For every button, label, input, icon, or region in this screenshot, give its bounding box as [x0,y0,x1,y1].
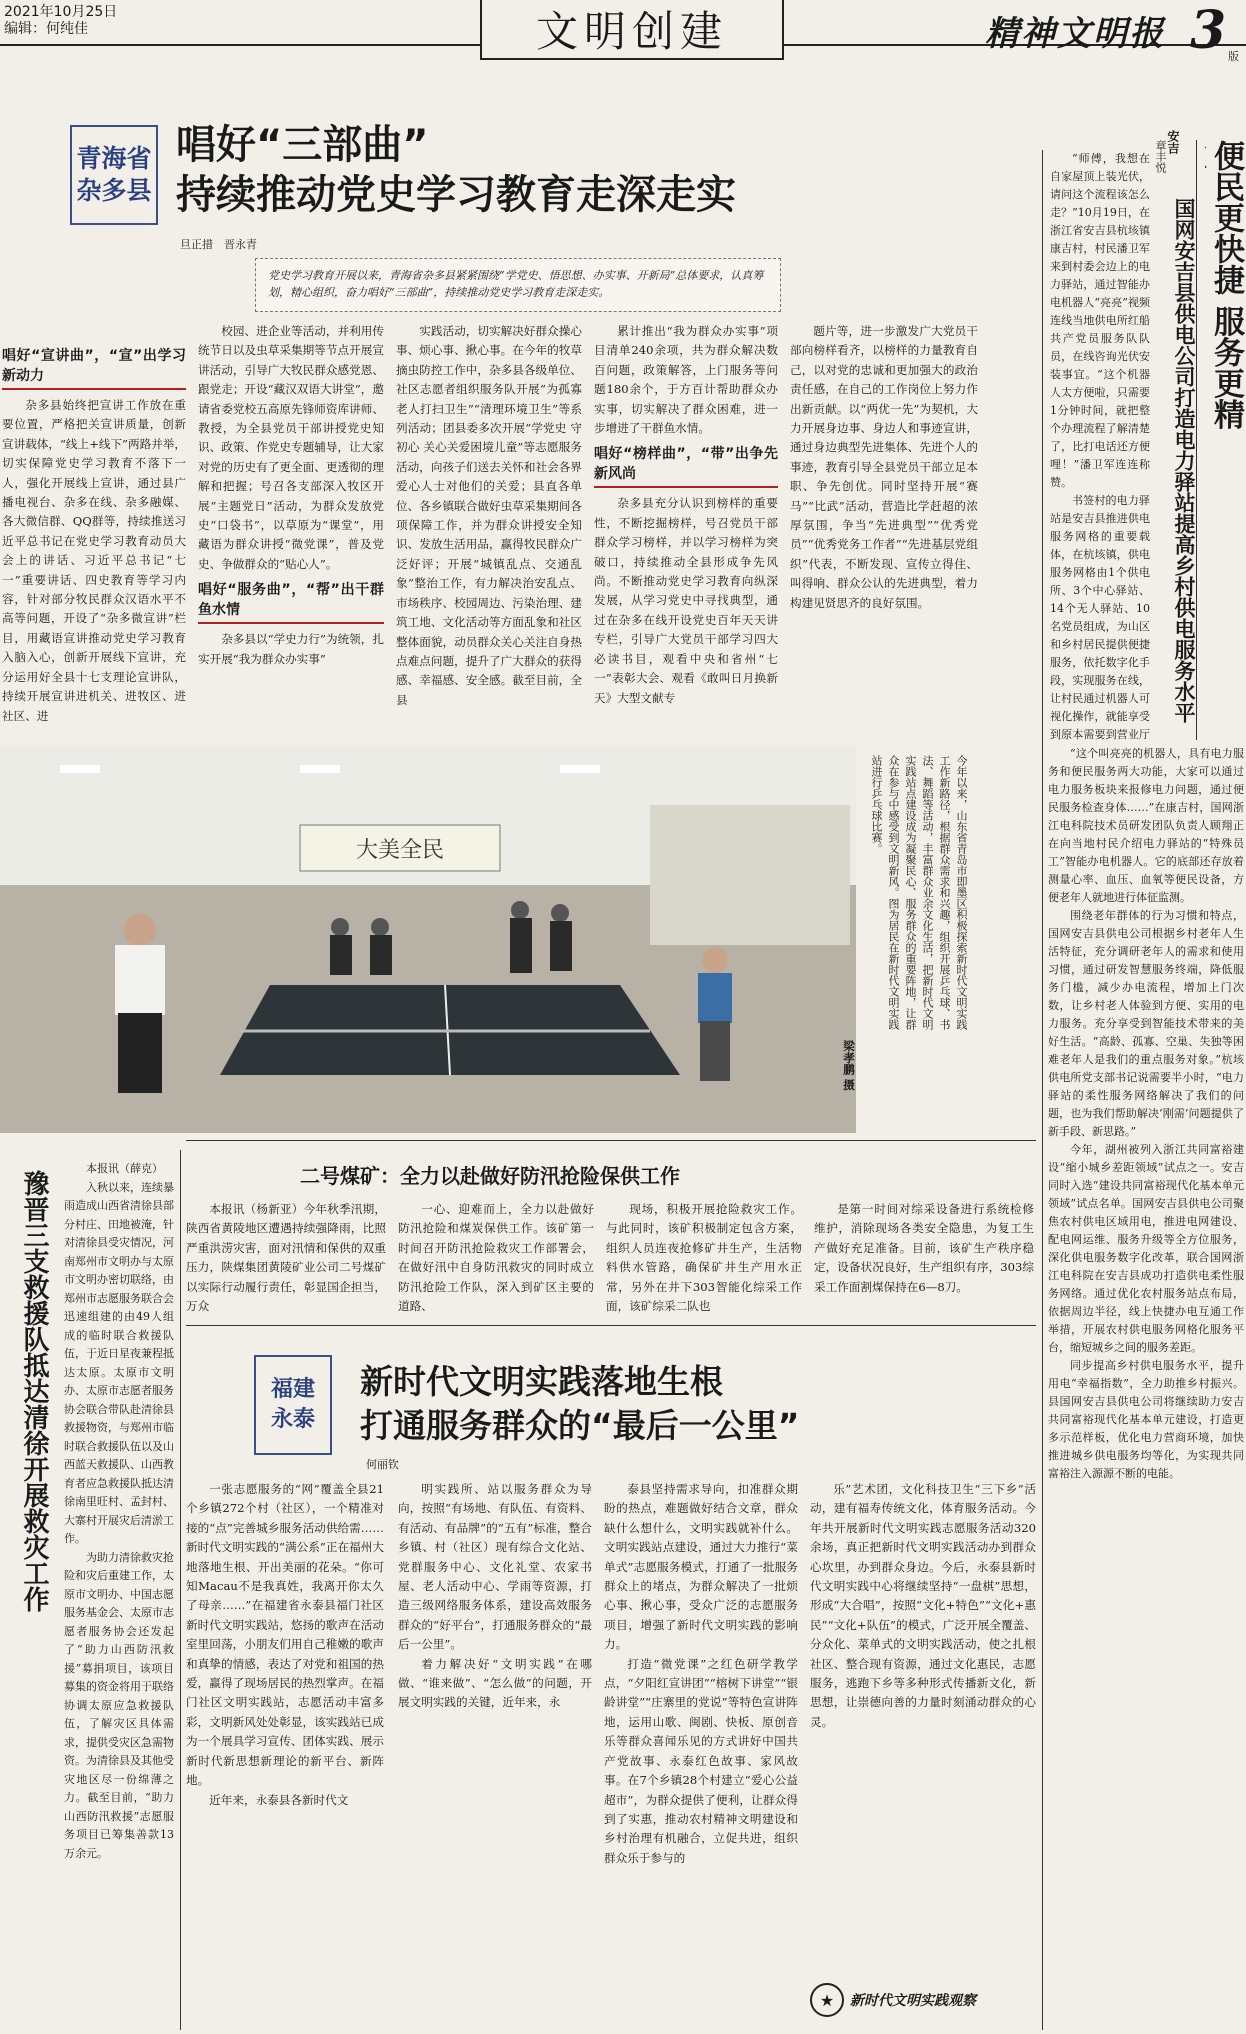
middle-col-3 [606,1200,802,1320]
middle-top-rule [186,1140,1036,1141]
right-article-label: 安吉 [1166,130,1180,154]
issue-date [4,4,117,38]
subhead-fuwu: 唱好“服务曲”，“帮”出干群鱼水情 [198,580,384,624]
main-headline [176,120,736,220]
subhead-xuanjiang: 唱好“宣讲曲”，“宣”出学习新动力 [2,346,186,390]
right-body-2: “这个叫亮亮的机器人，具有电力服务和便民服务两大功能，大家可以通过电力服务板块来报修电力问题，通过便民服务检查身体……”在康吉村，国网浙江电科院技术员研发团队负责人顾翔正在向当地村民介绍电力驿站的“特殊员工”智能办电机器人。它的底部还存放着测量心率、血压、血氧等便民设备，方便老年人就地进行体征监测。 [1048,747,1244,904]
photo-illustration [0,745,856,1133]
bottom-headline [360,1360,799,1448]
subhead-bangyang: 唱好“榜样曲”，“带”出争先新风尚 [594,444,778,488]
masthead: 精神文明报 [985,14,1165,54]
left-author: 本报讯（薛克） [86,1162,163,1175]
region-tag-line1: 青海省 [76,144,152,173]
right-headline: 便民更快捷 服务更精 [1208,140,1244,430]
table-tennis-photo [0,745,856,1133]
middle-headline: 二号煤矿：全力以赴做好防汛抢险保供工作 [300,1164,680,1188]
bottom-col-2b-text: 着力解决好“文明实践”在哪做、“谁来做”、“怎么做”的问题，开展文明实践的关键，近年来，永 [398,1656,592,1710]
main-headline-line2: 持续推动党史学习教育走深走实 [176,172,736,218]
main-col-2b-text: 杂多县以“学史力行”为统领，扎实开展“我为群众办实事” [198,632,384,666]
bottom-col-2-text: 明实践所、站以服务群众为导向，按照“有场地、有队伍、有资料、有活动、有品牌”的“五有”标准，整合乡镇、村（社区）现有综合文化站、党群服务中心、文化礼堂、农家书屋、老人活动中心、学雨等资源，打造三级网络服务体系，建设高效服务群众的“好平台”，打通服务群众的“最后一公里”。 [398,1482,592,1652]
page-number: 3 [1190,0,1227,61]
bottom-col-4 [810,1480,1036,1960]
bottom-col-3b-text: 打造“微党课”之红色研学教学点，“夕阳红宣讲团”“榕树下讲堂”“银龄讲堂”“庄寨里的党说”等特色宣讲阵地，运用山歌、闽剧、快板、原创音乐等群众喜闻乐见的方式讲好中国共产党故事、永泰红色故事、家风故事。在7个乡镇28个村建立“爱心公益超市”，为群众提供了便利，让群众得到了实惠，推动农村精神文明建设和乡村治理有机融合，立促共进，组织群众乐于参与的 [604,1656,798,1865]
middle-col-4-text: 是第一时间对综采设备进行系统检修维护，消除现场各类安全隐患，为复工生产做好充足准备。目前，该矿生产秩序稳定，设备状况良好，生产组织有序，303综采工作面割煤保持在6—8刀。 [814,1202,1034,1294]
right-col-top-text: “师傅，我想在自家屋顶上装光伏，请问这个流程该怎么走？”10月19日，在浙江省安吉县杭垓镇康吉村，村民潘卫军来到村委会边上的电力驿站，通过智能办电机器人“亮亮”视频连线当地供电所红船共产党员服务队队员，在线咨询光伏安装事宜。“这个机器人太方便啦，只需要1分钟时间，就把整个办理流程了解清楚了，比打电话还方便哩！”潘卫军连连称赞。 [1050,152,1150,489]
main-col-2-text: 校园、进企业等活动，并利用传统节日以及虫草采集期等节点开展宣讲活动，引导广大牧民群众感党恩、跟党走；开设“藏汉双语大讲堂”，邀请省委党校五高原先锋师资库讲师、教授，为全县党员干部讲授党史知识、政策、作党史专题辅导，让大家对党的历史有了更全面、更透彻的理解和把握；号召各支部深入牧区开展“主题党日”活动，为群众发放党史“口袋书”，以草原为“课堂”，用藏语为群众讲授“微党课”，普及党史、争做群众的“贴心人”。 [198,324,384,571]
bottom-col-3 [604,1480,798,2030]
main-col-1-text: 杂多县始终把宣讲工作放在重要位置，严格把关宣讲质量，创新宣讲载体，“线上+线下”两路并举，切实保障党史学习教育不落下一人，强化开展线上宣讲，通过县广播电视台、杂多在线、杂多融媒、各大微信群、QQ群等，持续推送习近平总书记在党史学习教育动员大会上的讲话、习近平总书记“七一”重要讲话、四史教育等学习内容，针对部分牧民群众汉语水平不高等问题，开设了“杂多微宣讲”栏目，用藏语宣讲推动党史学习教育入脑入心，创新开展线下宣讲，充分运用好全县十七支理论宣讲队，持续开展宣讲进机关、进牧区、进社区、进 [2,398,186,723]
editor-text: 编辑：何纯佳 [4,21,88,37]
main-headline-line1: 唱好“三部曲” [176,122,429,168]
right-subheadline: 国网安吉县供电公司打造电力驿站提高乡村供电服务水平 [1172,198,1196,723]
bottom-col-2 [398,1480,592,2030]
bottom-headline-line2: 打通服务群众的“最后一公里” [360,1406,800,1445]
main-col-5 [790,322,978,740]
bottom-region-tag-line1: 福建 [270,1377,315,1402]
calligraphy-text: 大美全民 [355,838,445,863]
main-col-5-text: 题片等，进一步激发广大党员干部向榜样看齐，以榜样的力量教育自己，以对党的忠诚和更加强大的政治责任感，在自己的工作岗位上努力作出新贡献。以“两优一先”为契机，大力开展身边事、身边人和事迹宣讲，通过身边典型先进集体、先进个人的事迹，教育引导全县党员干部立足本职、争先创优。同时坚持开展“赛马”“比武”活动，营造比学赶超的浓厚氛围，争当“先进典型”“优秀党员”“优秀党务工作者”“先进基层党组织”代表，不断发现、宣传立得住、叫得响、群众公认的先进典型，着力构建见贤思齐的良好氛围。 [790,324,978,610]
middle-col-4 [814,1200,1034,1320]
bottom-col-1b-text: 近年来，永泰县各新时代文 [209,1792,349,1807]
bottom-col-3-text: 泰县坚持需求导向，扣准群众期盼的热点，难题做好结合文章，群众缺什么想什么，文明实践就补什么。文明实践站点建设，通过大力推行“菜单式”志愿服务模式，打通了一批服务群众上的堵点，为群众解决了一批烦心事、揪心事，受众广泛的志愿服务项目，增强了新时代文明实践的影响力。 [604,1482,798,1652]
star-icon: ★ [810,1983,844,2017]
middle-col-3-text: 现场，积极开展抢险救灾工作。与此同时，该矿积极制定包含方案，组织人员连夜抢修矿井生产，生活物料供水管路，确保矿井生产用水正常，另外在井下303智能化综采工作面，该矿综采二队也 [606,1202,802,1314]
main-col-4b-text: 杂多县充分认识到榜样的重要性，不断挖掘榜样，号召党员干部群众学习榜样，并以学习榜样为突破口，持续推动全县形成争先风尚。不断推动党史学习教育向纵深发展，从学习党史中寻找典型，通过在杂多在线开设党史百年天天讲专栏，引导广大党员干部学习四大必读书目，观看中央和省州“七一”表彰大会、观看《敢叫日月换新天》大型文献专 [594,496,778,705]
main-col-3-text: 实践活动，切实解决好群众操心事、烦心事、揪心事。在今年的牧草摘虫防控工作中，杂多县各级单位、社区志愿者组织服务队开展“为孤寡老人打扫卫生”“清理环境卫生”等系列活动；团县委多次开展“学党史 守初心 关心关爱困境儿童”等志愿服务活动，向孩子们送去关怀和社会各界爱心人士对他们的关爱；县直各单位、各乡镇联合做好虫草采集期间各项保障工作，并为群众讲授安全知识、发放生活用品，赢得牧民群众广泛好评；开展“城镇乱点、交通乱象”整治工作，有力解决治安乱点、市场秩序、校园周边、污染治理、建筑工地、文化活动等方面乱象和社区整体面貌，动员群众关心关注自身热点难点问题，提升了广大群众的获得感、幸福感、安全感。截至目前，全县 [396,324,582,707]
right-body-5: 同步提高乡村供电服务水平，提升用电“幸福指数”，全力助推乡村振兴。县国网安吉县供电公司将继续助力安吉共同富裕现代化基本单元建设，打造更多示范样板，优化电力营商环境，加快推进城乡供电服务均等化，为实现共同富裕注入源源不断的电能。 [1048,1359,1244,1480]
main-col-3 [396,322,582,740]
bottom-col-4-text: 乐”艺术团，文化科技卫生“三下乡”活动，建有福寿传统文化，体育服务活动。今年共开展新时代文明实践志愿服务活动320余场，真正把新时代文明实践活动办到群众心坎里，办到群众身边。今后，永泰县新时代文明实践中心将继续坚持“一盘棋”思想，形成“大合唱”，按照“文化+特色”“文化+惠民”“文化+队伍”的模式，广泛开展全覆盖、分众化、菜单式的文明实践活动，使之扎根社区、整合现有资源，通过文化惠民，志愿服务，逃跑下乡等多种形式传播新文化，新思想，让崇德向善的力量时刻涌动群众的心灵。 [810,1482,1036,1729]
left-body-2: 为助力清徐救灾抢险和灾后重建工作，太原市文明办、中国志愿服务基金会、太原市志愿者服务协会还发起了“助力山西防汛救援”募捐项目，该项目募集的资金将用于联络协调太原应急救援队伍，了解灾区具体需求，提供受灾区急需物资。为清徐县及其他受灾地区尽一份绵薄之力。截至目前，“助力山西防汛救援”志愿服务项目已筹集善款13万余元。 [64,1550,174,1860]
main-byline: 旦正措 晋永青 [180,238,257,251]
main-summary: 党史学习教育开展以来，青海省杂多县紧紧围绕“学党史、悟思想、办实事、开新局”总体要求，认真筹划，精心组织，奋力唱好“三部曲”，持续推动党史学习教育走深走实。 [255,258,781,312]
bottom-logo [810,1980,1030,2020]
left-column-divider [180,1150,181,2030]
right-col-bottom [1048,745,1244,2030]
bottom-logo-text: 新时代文明实践观察 [850,1993,976,2009]
page-suffix: 版 [1228,50,1239,63]
middle-col-1-text: 本报讯（杨新亚）今年秋季汛期，陕西省黄陵地区遭遇持续强降雨，比照严重洪涝灾害，面对汛情和保供的双重压力，陕煤集团黄陵矿业公司二号煤矿以实际行动履行责任，彰显国企担当，万众 [186,1202,386,1314]
bottom-region-tag [254,1355,332,1455]
right-body-4: 今年，湖州被列入浙江共同富裕建设“缩小城乡差距领域”试点之一。安吉同时入选“建设共同富裕现代化基本单元领域”试点名单。国网安吉县供电公司聚焦农村供电区域用电，推进电网建设、配电网运维、服务升级等全方位服务，深化供电服务数字化改革，联合国网浙江电科院在安吉县成功打造供电柔性服务网络。通过优化农村服务站点布局，依据周边半径，线上快捷办电互通工作举措，开展农村供电服务网格化服务平台，缩短城乡之间的服务差距。 [1048,1143,1244,1354]
region-tag [70,125,158,225]
right-author: 章丰悦 [1154,140,1167,173]
left-body: 入秋以来，连续暴雨造成山西省清徐县部分村庄、田地被淹，针对清徐县受灾情况，河南郑州市文明办与太原市文明办密切联络，由郑州市志愿服务联合会迅速组建的由49人组成的临时联合救援队伍，于近日星夜兼程抵达太原。太原市文明办、太原市志愿者服务协会联合带队赴清徐县救援物资，与郑州市临时联合救援队伍以及山西蓝天救援队、山西教育者应急救援队抵达清徐南里旺村、孟封村、大寨村开展灾后清淤工作。 [64,1180,174,1545]
region-tag-line2: 杂多县 [76,176,152,205]
bottom-region-tag-line2: 永泰 [270,1407,315,1432]
bottom-author: 何丽钦 [366,1458,399,1471]
section-title: 文明创建 [480,0,784,60]
main-col-4 [594,322,778,740]
bottom-col-1-text: 一张志愿服务的“网”覆盖全县21个乡镇272个村（社区），一个精准对接的“点”完善城乡服务活动供给需……新时代文明实践的“满公系”正在福州大地落地生根、开出美丽的花朵。“你可知Macau不是我真姓，我离开你太久了母亲……”在福建省永泰县福门社区新时代文明实践站，悠扬的歌声在活动室里回荡，小朋友们用自己稚嫩的歌声和真挚的情感，表达了对党和祖国的热爱，赢得了现场居民的热烈掌声。在福门社区文明实践站，志愿活动丰富多彩，文明新风处处彰显，该实践站已成为一个展具学习宣传、团体实践、展示新时代新思想新理论的新平台、新阵地。 [186,1482,384,1788]
right-column-divider [1042,150,1043,2030]
photo-author: 梁孝鹏 摄 [842,1040,856,1091]
middle-col-2 [398,1200,594,1320]
main-col-1 [2,340,186,740]
left-headline: 豫晋三支救援队抵达清徐开展救灾工作 [19,1170,49,1612]
bottom-headline-line1: 新时代文明实践落地生根 [360,1362,723,1401]
middle-col-1 [186,1200,386,1320]
middle-bottom-rule [186,1325,1036,1326]
right-col-top-text2: 书签村的电力驿站是安吉县推进供电服务网格的重要载体，在杭垓镇，供电服务网格由1个供电所、3个中心驿站、14个无人驿站、10名党员组成，为山区和乡村居民提供便捷服务，依托数字化手段，实现服务在线，让村民通过机器人可视化操作，就能享受到原本需要到营业厅 [1050,494,1150,740]
middle-col-2-text: 一心、迎难而上，全力以赴做好防汛抢险和煤炭保供工作。该矿第一时间召开防汛抢险救灾工作部署会，在做好汛中自身防汛救灾的同时成立防汛抢险工作队，深入到矿区主要的道路、 [398,1202,594,1314]
main-col-2 [198,322,384,740]
photo-caption: 今年以来，山东省青岛市即墨区积极探索新时代文明实践工作新路径，根据群众需求和兴趣，组织开展乒乓球、书法、舞蹈等活动，丰富群众业余文化生活，把新时代文明实践站点建设成为凝聚民心、服务群众的重要阵地，让群众在参与中感受到文明新风。图为居民在新时代文明实践站进行乒乓球比赛。 [870,755,968,1030]
main-col-4-text: 累计推出“我为群众办实事”项目清单240余项，共为群众解决数百问题，政策解答，上门服务等问题180余个，于方百计帮助群众办实事，切实解决了群众困难，进一步增进了干群鱼水情。 [594,324,778,436]
right-col-top [1050,150,1150,740]
right-headline-rule [1196,140,1197,740]
bottom-col-1 [186,1480,384,2030]
left-col [64,1160,174,2030]
right-body-3: 围绕老年群体的行为习惯和特点，国网安吉县供电公司根据乡村老年人生活特征，充分调研老年人的需求和使用习惯，通过研发智慧服务终端，降低服务门槛，减少办电流程，增加上门次数，让乡村老人体验到方便、实用的电力服务。充分享受到智能技术带来的美好生活。“高龄、孤寡、空巢、失独等困难老年人是我们的重点服务对象。”杭垓供电所党支部书记说需要半小时，“电力驿站的柔性服务网络解决了我们的问题，也为我们帮助解决‘刚需’问题提供了新手段、新思路。” [1048,909,1244,1138]
date-text: 2021年10月25日 [4,4,118,20]
